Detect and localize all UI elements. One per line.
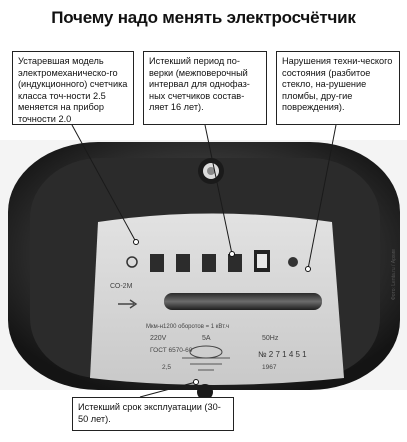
page-title: Почему надо менять электросчётчик	[51, 8, 356, 27]
meter-frequency: 50Hz	[262, 335, 279, 342]
callout-verification-period: Истекший период по-верки (межповерочный интервал для однофаз-ных счетчиков состав-ляет 16 лет).	[143, 51, 267, 125]
meter-class: 2,5	[162, 364, 172, 371]
meter-standard: ГОСТ 6570-60	[150, 347, 193, 354]
meter-current: 5А	[202, 335, 211, 342]
meter-voltage: 220V	[150, 335, 167, 342]
meter-disk	[164, 293, 322, 310]
callout-outdated-model: Устаревшая модель электромеханическо-го (индукционного) счетчика класса точ-ности 2.5 меняется на прибор точности 2.0	[12, 51, 134, 125]
meter-year: 1967	[262, 364, 277, 371]
meter-serial: № 2 7 1 4 5 1	[258, 350, 307, 359]
meter-spec: Мкм-н1200 оборотов = 1 кВт.ч	[146, 324, 230, 330]
callout-service-life: Истекший срок эксплуатации (30-50 лет).	[72, 397, 234, 431]
meter-model: СО-2М	[110, 283, 133, 290]
photo-credit: Фото: Lenta.ru / Архив	[391, 249, 397, 300]
callout-technical-damage: Нарушения техни-ческого состояния (разбитое стекло, на-рушение пломбы, дру-гие повреждения).	[276, 51, 400, 125]
